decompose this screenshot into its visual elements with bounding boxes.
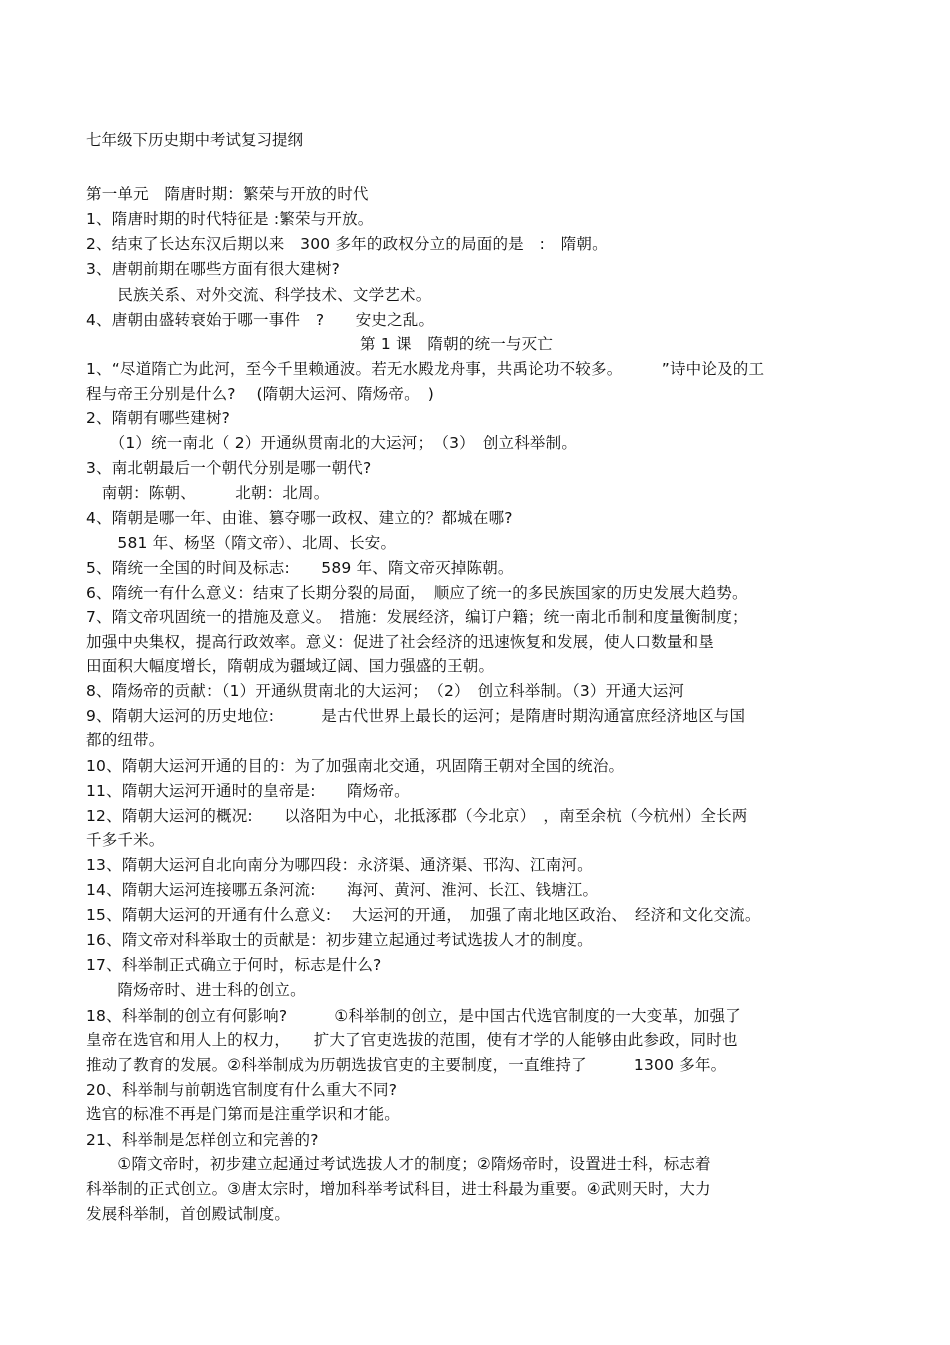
page-title: 七年级下历史期中考试复习提纲 <box>86 131 304 149</box>
text-line: 16、隋文帝对科举取士的贡献是：初步建立起通过考试选拔人才的制度。 <box>86 931 593 949</box>
text-line: 推动了教育的发展。②科举制成为历朝选拔官吏的主要制度，一直维持了 1300 多年。 <box>86 1056 727 1074</box>
text-line: 12、隋朝大运河的概况: 以洛阳为中心，北抵涿郡（今北京） ，南至余杭（今杭州）全长两 <box>86 807 748 825</box>
text-line: 6、隋统一有什么意义：结束了长期分裂的局面， 顺应了统一的多民族国家的历史发展大趋势。 <box>86 584 748 602</box>
text-line: 选官的标准不再是门第而是注重学识和才能。 <box>86 1105 401 1123</box>
text-line: 千多千米。 <box>86 831 165 849</box>
text-line: 17、科举制正式确立于何时，标志是什么? <box>86 956 382 974</box>
text-line: （1）统一南北（ 2）开通纵贯南北的大运河； （3） 创立科举制。 <box>86 434 578 452</box>
text-line: 隋炀帝时、进士科的创立。 <box>86 981 306 999</box>
text-line: 都的纽带。 <box>86 731 165 749</box>
text-line: 14、隋朝大运河连接哪五条河流: 海河、黄河、淮河、长江、钱塘江。 <box>86 881 599 899</box>
text-line: 13、隋朝大运河自北向南分为哪四段：永济渠、通济渠、邗沟、江南河。 <box>86 856 593 874</box>
text-line: 科举制的正式创立。③唐太宗时，增加科举考试科目，进士科最为重要。④武则天时，大力 <box>86 1180 711 1198</box>
lesson-heading: 第 1 课 隋朝的统一与灭亡 <box>360 335 554 353</box>
text-line: 20、科举制与前朝选官制度有什么重大不同? <box>86 1081 398 1099</box>
text-line: 15、隋朝大运河的开通有什么意义: 大运河的开通， 加强了南北地区政治、 经济和文化交流。 <box>86 906 761 924</box>
text-line: 民族关系、对外交流、科学技术、文学艺术。 <box>86 286 432 304</box>
text-line: 10、隋朝大运河开通的目的：为了加强南北交通，巩固隋王朝对全国的统治。 <box>86 757 625 775</box>
text-line: 皇帝在选官和用人上的权力， 扩大了官吏选拔的范围，使有才学的人能够由此参政，同时也 <box>86 1031 738 1049</box>
text-line: 1、“尽道隋亡为此河，至今千里赖通波。若无水殿龙舟事，共禹论功不较多。 ”诗中论及的工 <box>86 360 765 378</box>
text-line: 21、科举制是怎样创立和完善的? <box>86 1131 319 1149</box>
text-line: 加强中央集权，提高行政效率。意义：促进了社会经济的迅速恢复和发展，使人口数量和垦 <box>86 633 715 651</box>
text-line: ①隋文帝时，初步建立起通过考试选拔人才的制度；②隋炀帝时，设置进士科，标志着 <box>86 1155 711 1173</box>
text-line: 程与帝王分别是什么? (隋朝大运河、隋炀帝。 ) <box>86 385 434 403</box>
text-line: 1、隋唐时期的时代特征是 :繁荣与开放。 <box>86 210 374 228</box>
text-line: 4、唐朝由盛转衰始于哪一事件 ? 安史之乱。 <box>86 311 435 329</box>
text-line: 5、隋统一全国的时间及标志: 589 年、隋文帝灭掉陈朝。 <box>86 559 514 577</box>
text-line: 发展科举制，首创殿试制度。 <box>86 1205 291 1223</box>
text-line: 3、唐朝前期在哪些方面有很大建树? <box>86 260 340 278</box>
text-line: 18、科举制的创立有何影响? ①科举制的创立，是中国古代选官制度的一大变革，加强了 <box>86 1007 741 1025</box>
text-line: 581 年、杨坚（隋文帝）、北周、长安。 <box>86 534 397 552</box>
text-line: 4、隋朝是哪一年、由谁、篡夺哪一政权、建立的？都城在哪? <box>86 509 513 527</box>
text-line: 8、隋炀帝的贡献：（1）开通纵贯南北的大运河； （2） 创立科举制。（3）开通大运河 <box>86 682 685 700</box>
text-line: 7、隋文帝巩固统一的措施及意义。 措施：发展经济，编订户籍；统一南北币制和度量衡制度； <box>86 608 748 626</box>
text-line: 11、隋朝大运河开通时的皇帝是: 隋炀帝。 <box>86 782 410 800</box>
text-line: 3、南北朝最后一个朝代分别是哪一朝代? <box>86 459 372 477</box>
text-line: 2、结束了长达东汉后期以来 300 多年的政权分立的局面的是 : 隋朝。 <box>86 235 608 253</box>
text-line: 9、隋朝大运河的历史地位: 是古代世界上最长的运河；是隋唐时期沟通富庶经济地区与国 <box>86 707 746 725</box>
text-line: 田面积大幅度增长，隋朝成为疆域辽阔、国力强盛的王朝。 <box>86 657 495 675</box>
unit-heading: 第一单元 隋唐时期：繁荣与开放的时代 <box>86 185 369 203</box>
text-line: 2、隋朝有哪些建树? <box>86 409 231 427</box>
text-line: 南朝：陈朝、 北朝：北周。 <box>86 484 330 502</box>
